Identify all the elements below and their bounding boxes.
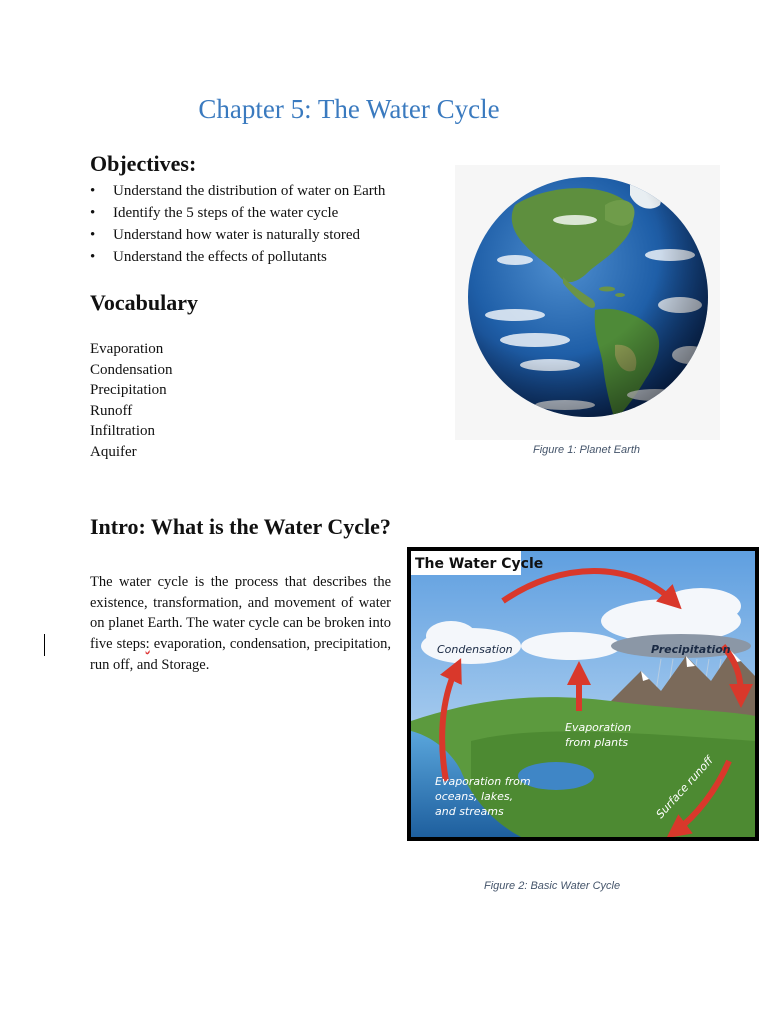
list-item: • Identify the 5 steps of the water cycle	[90, 202, 385, 224]
surface-runoff-label: Surface runoff	[653, 753, 716, 822]
list-item: Condensation	[90, 361, 173, 378]
list-item: Infiltration	[90, 423, 155, 440]
list-item: Precipitation	[90, 382, 167, 399]
evaporation-oceans-label-line2: oceans, lakes,	[435, 790, 514, 803]
figure1-caption: Figure 1: Planet Earth	[533, 444, 641, 456]
evaporation-plants-label-line1: Evaporation	[565, 721, 632, 734]
earth-image	[455, 165, 720, 440]
evaporation-oceans-label-line3: and streams	[435, 805, 504, 818]
list-item: Runoff	[90, 402, 133, 419]
list-item: Evaporation	[90, 341, 164, 357]
intro-text-start: The water cycle is the process that describes the existence, transformation, and movement of water on planet Earth. The water cycle can be broken into five steps	[90, 574, 391, 653]
vocabulary-heading: Vocabulary	[90, 290, 198, 315]
evaporation-plants-label-line2: from plants	[565, 736, 629, 749]
precipitation-label: Precipitation	[651, 643, 731, 656]
figure2-caption: Figure 2: Basic Water Cycle	[484, 880, 621, 892]
list-item: Aquifer	[90, 443, 137, 460]
intro-paragraph	[90, 572, 391, 676]
page-title: Chapter 5: The Water Cycle	[198, 94, 500, 124]
water-cycle-diagram	[407, 547, 759, 841]
objectives-list	[90, 180, 385, 268]
text-cursor	[44, 634, 45, 656]
evaporation-oceans-label-line1: Evaporation from	[435, 775, 531, 788]
intro-heading: Intro: What is the Water Cycle?	[90, 514, 391, 539]
list-item: • Understand the distribution of water on Earth	[90, 180, 385, 202]
vocabulary-list	[90, 339, 173, 463]
list-item: • Understand the effects of pollutants	[90, 246, 385, 268]
condensation-label: Condensation	[437, 643, 513, 656]
list-item: • Understand how water is naturally stored	[90, 224, 385, 246]
intro-text-end: evaporation, condensation, precipitation, run off, and Storage.	[90, 636, 391, 673]
objectives-heading: Objectives:	[90, 151, 197, 176]
intro-text-colon: :	[145, 636, 150, 653]
diagram-title: The Water Cycle	[415, 556, 544, 572]
